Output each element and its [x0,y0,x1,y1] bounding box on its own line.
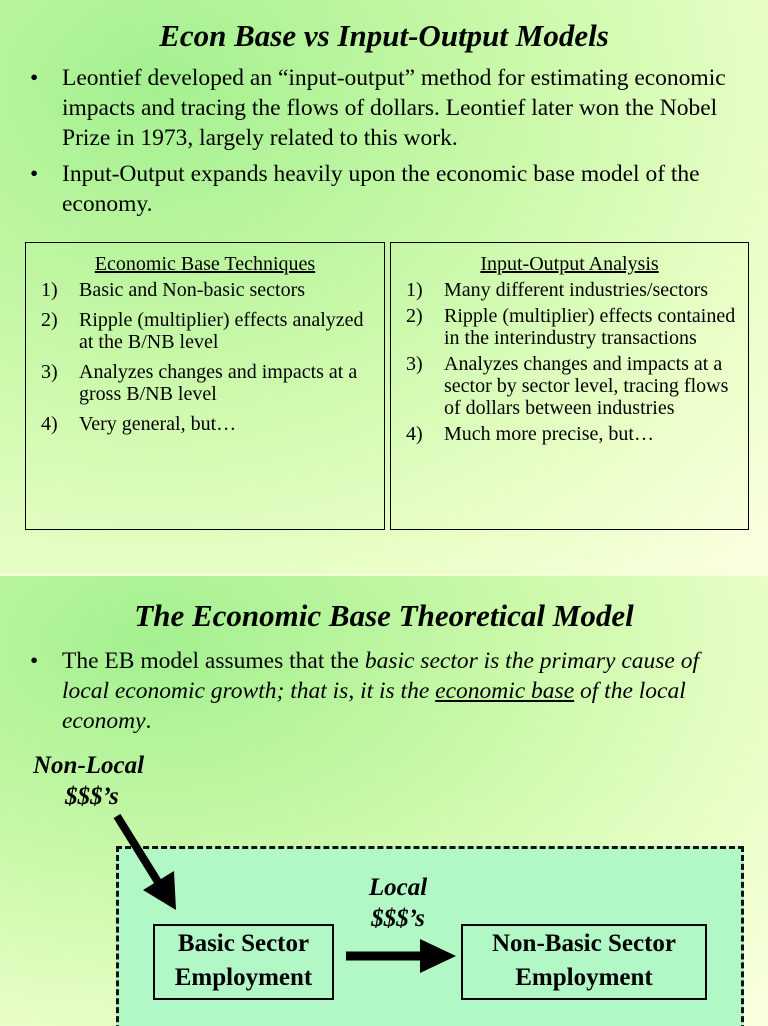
item-text: Basic and Non-basic sectors [79,279,306,301]
input-output-box [390,242,749,530]
item-number: 3) [41,361,58,383]
list-item [26,279,376,301]
bullet-text-underlined: economic base [435,678,575,704]
nonbasic-box-line2: Employment [515,964,653,991]
basic-box-line1: Basic Sector [177,930,310,957]
bullet-item [30,159,750,219]
list-item [26,361,376,405]
slide-title: The Economic Base Theoretical Model [134,598,634,633]
slide-title: Econ Base vs Input-Output Models [159,18,609,53]
nonbasic-box-line1: Non-Basic Sector [492,930,676,957]
box-list [391,279,748,445]
local-label-line2: $$$’s [371,905,425,932]
item-number: 4) [406,423,423,445]
nonlocal-label-line1: Non-Local [33,752,145,779]
item-text: Many different industries/sectors [444,279,709,301]
bullet-text-period: . [145,708,152,734]
bullet-list [30,646,750,736]
basic-sector-box [153,924,334,1000]
item-number: 2) [41,309,58,331]
nonlocal-label-line2: $$$’s [65,783,119,810]
local-dollars-label [358,872,438,934]
bullet-text: Input-Output expands heavily upon the economic base model of the economy. [62,161,700,217]
item-number: 1) [406,279,423,301]
bullet-icon: • [30,648,39,674]
nonbasic-sector-box [461,924,707,1000]
local-label-line1: Local [368,874,428,901]
basic-box-line2: Employment [174,964,313,991]
item-number: 4) [41,413,58,435]
item-text: Very general, but… [79,413,237,435]
bullet-text: Leontief developed an “input-output” method for estimating economic impacts and tracing the flows of dollars. Leontief later won the Nobel Prize in 1973, largely related to this work. [62,65,726,151]
list-item [391,279,740,301]
list-item [391,305,740,349]
item-number: 3) [406,353,423,375]
item-text: Analyzes changes and impacts at a sector by sector level, tracing flows of dollars between industries [444,353,729,419]
bullet-icon: • [30,65,39,91]
nonlocal-dollars-label [33,750,144,812]
economic-base-box [25,242,385,530]
list-item [391,423,740,445]
bullet-text-italic: basic sector is the primary cause of local economic growth; that is, it is the [62,648,700,704]
bullet-text-plain: The EB model assumes that the [62,648,365,674]
item-text: Analyzes changes and impacts at a gross B/NB level [79,361,358,405]
bullet-icon: • [30,161,39,187]
box-title: Economic Base Techniques [94,253,316,275]
box-title: Input-Output Analysis [480,253,659,275]
list-item [26,413,376,435]
list-item [26,309,376,353]
item-number: 2) [406,305,423,327]
list-item [391,353,740,419]
item-number: 1) [41,279,58,301]
item-text: Ripple (multiplier) effects contained in the interindustry transactions [444,305,736,349]
item-text: Much more precise, but… [444,423,654,445]
bullet-item [30,646,750,736]
item-text: Ripple (multiplier) effects analyzed at the B/NB level [79,309,364,353]
slide-economic-base-model [0,574,768,1026]
bullet-text-italic: of the local economy [62,678,686,734]
bullet-list [30,63,750,225]
box-list [26,279,384,435]
bullet-item [30,63,750,153]
